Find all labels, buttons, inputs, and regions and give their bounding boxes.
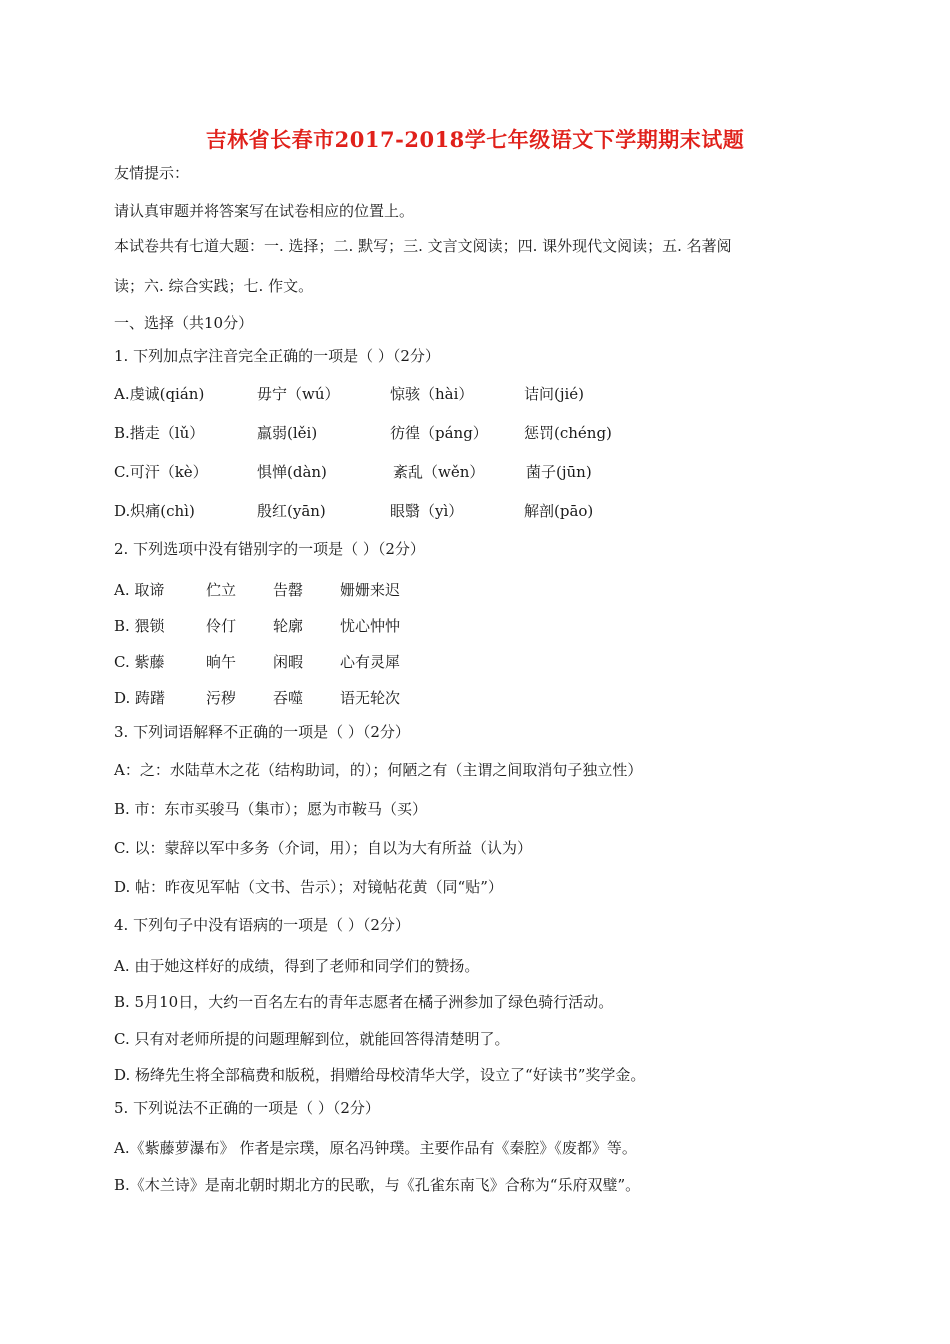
option-line: D. 帖：昨夜见军帖（文书、告示）；对镜帖花黄（同“贴”） [114, 878, 503, 896]
tip-line: 请认真审题并将答案写在试卷相应的位置上。 [114, 202, 415, 220]
section-heading: 一、选择（共10分） [114, 314, 254, 332]
option-line: A. 由于她这样好的成绩，得到了老师和同学们的赞扬。 [114, 957, 480, 975]
option-item: 伶仃 [206, 617, 237, 635]
option-item: 闲暇 [273, 653, 304, 671]
option-line: B.《木兰诗》是南北朝时期北方的民歌，与《孔雀东南飞》合称为“乐府双璧”。 [114, 1176, 641, 1194]
option-item: 紊乱（wěn） [393, 463, 485, 481]
option-item: B.揩走（lǔ） [114, 424, 205, 442]
option-item: C. 紫藤 [114, 653, 165, 671]
option-item: 菌子(jūn) [526, 463, 592, 481]
question-stem: 1. 下列加点字注音完全正确的一项是（ ）（2分） [114, 347, 440, 365]
option-line: B. 市：东市买骏马（集市）；愿为市鞍马（买） [114, 800, 428, 818]
question-stem: 4. 下列句子中没有语病的一项是（ ）（2分） [114, 916, 410, 934]
option-item: C.可汗（kè） [114, 463, 208, 481]
option-item: 语无轮次 [340, 689, 401, 707]
option-item: 彷徨（páng） [390, 424, 488, 442]
option-item: 忧心忡忡 [340, 617, 401, 635]
page-title: 吉林省长春市2017-2018学七年级语文下学期期末试题 [205, 127, 745, 152]
question-stem: 5. 下列说法不正确的一项是（ ）（2分） [114, 1099, 380, 1117]
option-item: 伫立 [206, 581, 237, 599]
option-line: C. 只有对老师所提的问题理解到位，就能回答得清楚明了。 [114, 1030, 510, 1048]
option-line: B. 5月10日，大约一百名左右的青年志愿者在橘子洲参加了绿色骑行活动。 [114, 993, 614, 1011]
option-line: D. 杨绛先生将全部稿费和版税，捐赠给母校清华大学，设立了“好读书”奖学金。 [114, 1066, 646, 1084]
option-line: A：之：水陆草木之花（结构助词，的）；何陋之有（主谓之间取消句子独立性） [114, 761, 643, 779]
option-item: 轮廓 [273, 617, 304, 635]
option-line: A.《紫藤萝瀑布》 作者是宗璞，原名冯钟璞。主要作品有《秦腔》《废都》等。 [114, 1139, 637, 1157]
option-item: 吞噬 [273, 689, 304, 707]
tips-heading: 友情提示： [114, 164, 190, 182]
option-line: C. 以：蒙辞以军中多务（介词，用）；自以为大有所益（认为） [114, 839, 532, 857]
option-item: 诘问(jié) [524, 385, 585, 403]
option-item: 告罄 [273, 581, 304, 599]
option-item: 污秽 [206, 689, 237, 707]
option-item: 毋宁（wú） [257, 385, 340, 403]
question-stem: 3. 下列词语解释不正确的一项是（ ）（2分） [114, 723, 410, 741]
option-item: D. 踌躇 [114, 689, 166, 707]
option-item: 姗姗来迟 [340, 581, 401, 599]
tip-line: 读；六. 综合实践；七. 作文。 [114, 277, 314, 295]
option-item: D.炽痛(chì) [114, 502, 195, 520]
option-item: 晌午 [206, 653, 237, 671]
option-item: 眼翳（yì） [390, 502, 464, 520]
option-item: 惊骇（hài） [390, 385, 474, 403]
option-item: 心有灵犀 [340, 653, 401, 671]
option-item: A.虔诚(qián) [114, 385, 205, 403]
question-stem: 2. 下列选项中没有错别字的一项是（ ）（2分） [114, 540, 425, 558]
tip-line: 本试卷共有七道大题：一. 选择；二. 默写；三. 文言文阅读；四. 课外现代文阅读；五. 名著阅 [114, 237, 732, 255]
option-item: B. 猥锁 [114, 617, 165, 635]
option-item: 惩罚(chéng) [524, 424, 612, 442]
option-item: 解剖(pāo) [524, 502, 594, 520]
option-item: 惧惮(dàn) [257, 463, 327, 481]
option-item: 殷红(yān) [257, 502, 326, 520]
option-item: A. 取谛 [114, 581, 165, 599]
option-item: 羸弱(lěi) [257, 424, 318, 442]
